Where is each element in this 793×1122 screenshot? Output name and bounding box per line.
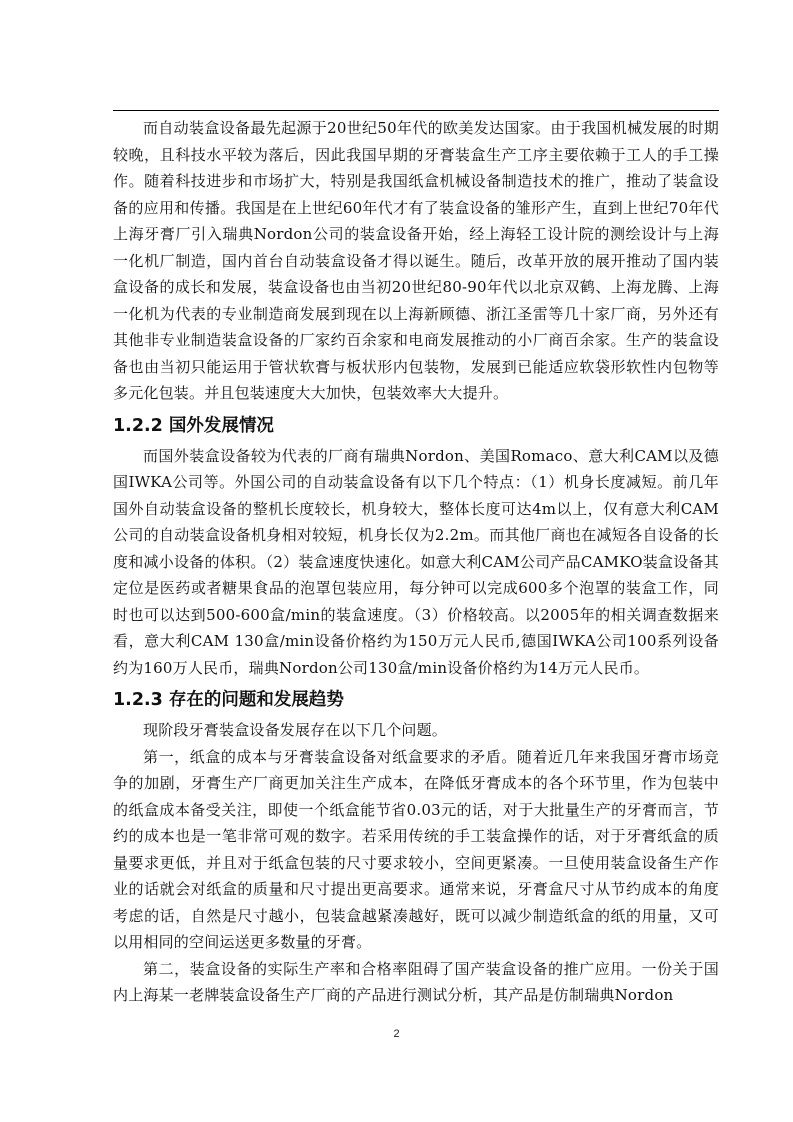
page-number: 2: [393, 1028, 400, 1040]
paragraph-problems-intro: 现阶段牙膏装盒设备发展存在以下几个问题。: [143, 721, 448, 739]
section-heading-1-2-3: 1.2.3 存在的问题和发展趋势: [113, 690, 344, 710]
header-rule: [113, 110, 719, 111]
section-heading-1-2-2: 1.2.2 国外发展情况: [113, 415, 274, 436]
paragraph-problem-one: 第一，纸盒的成本与牙膏装盒设备对纸盒要求的矛盾。随着近几年来我国牙膏市场竞争的加剧，牙膏生产厂商更加关注生产成本，在降低牙膏成本的各个环节里，作为包装中的纸盒成本备受关注，即使一个纸盒能节省0.03元的话，对于大批量生产的牙膏而言，节约的成本也是一笔非常可观的数字。若采用传统的手工装盒操作的话，对于牙膏纸盒的质量要求更低，并且对于纸盒包装的尺寸要求较小，空间更紧凑。一旦使用装盒设备生产作业的话就会对纸盒的质量和尺寸提出更高要求。通常来说，牙膏盒尺寸从节约成本的角度考虑的话，自然是尺寸越小，包装盒越紧凑越好，既可以减少制造纸盒的纸的用量，又可以用相同的空间运送更多数量的牙膏。: [113, 747, 719, 951]
paragraph-problem-two: 第二，装盒设备的实际生产率和合格率阻碍了国产装盒设备的推广应用。一份关于国内上海某一老牌装盒设备生产厂商的产品进行测试分析，其产品是仿制瑞典Nordon: [113, 959, 719, 1004]
paragraph-foreign-development: 而国外装盒设备较为代表的厂商有瑞典Nordon、美国Romaco、意大利CAM以及德国IWKA公司等。外国公司的自动装盒设备有以下几个特点：（1）机身长度减短。前几年国外自动装盒设备的整机长度较长，机身较大，整体长度可达4m以上，仅有意大利CAM公司的自动装盒设备机身相对较短，机身长仅为2.2m。而其他厂商也在减短各自设备的长度和减小设备的体积。（2）装盒速度快速化。如意大利CAM公司产品CAMKO装盒设备其定位是医药或者糖果食品的泡罩包装应用，每分钟可以完成600多个泡罩的装盒工作，同时也可以达到500-600盒/min的装盒速度。（3）价格较高。以2005年的相关调查数据来看，意大利CAM 130盒/min设备价格约为150万元人民币,德国IWKA公司100系列设备约为160万人民币，瑞典Nordon公司130盒/min设备价格约为14万元人民币。: [113, 446, 719, 677]
paragraph-domestic-history: 而自动装盒设备最先起源于20世纪50年代的欧美发达国家。由于我国机械发展的时期较晚，且科技水平较为落后，因此我国早期的牙膏装盒生产工序主要依赖于工人的手工操作。随着科技进步和市场扩大，特别是我国纸盒机械设备制造技术的推广，推动了装盒设备的应用和传播。我国是在上世纪60年代才有了装盒设备的雏形产生，直到上世纪70年代上海牙膏厂引入瑞典Nordon公司的装盒设备开始，经上海轻工设计院的测绘设计与上海一化机厂制造，国内首台自动装盒设备才得以诞生。随后，改革开放的展开推动了国内装盒设备的成长和发展，装盒设备也由当初20世纪80-90年代以北京双鹤、上海龙腾、上海一化机为代表的专业制造商发展到现在以上海新顾德、浙江圣雷等几十家厂商，另外还有其他非专业制造装盒设备的厂家约百余家和电商发展推动的小厂商百余家。生产的装盒设备也由当初只能运用于管状软膏与板状形内包装物，发展到已能适应软袋形软性内包物等多元化包装。并且包装速度大大加快，包装效率大大提升。: [113, 119, 719, 402]
document-body: [113, 115, 719, 1009]
